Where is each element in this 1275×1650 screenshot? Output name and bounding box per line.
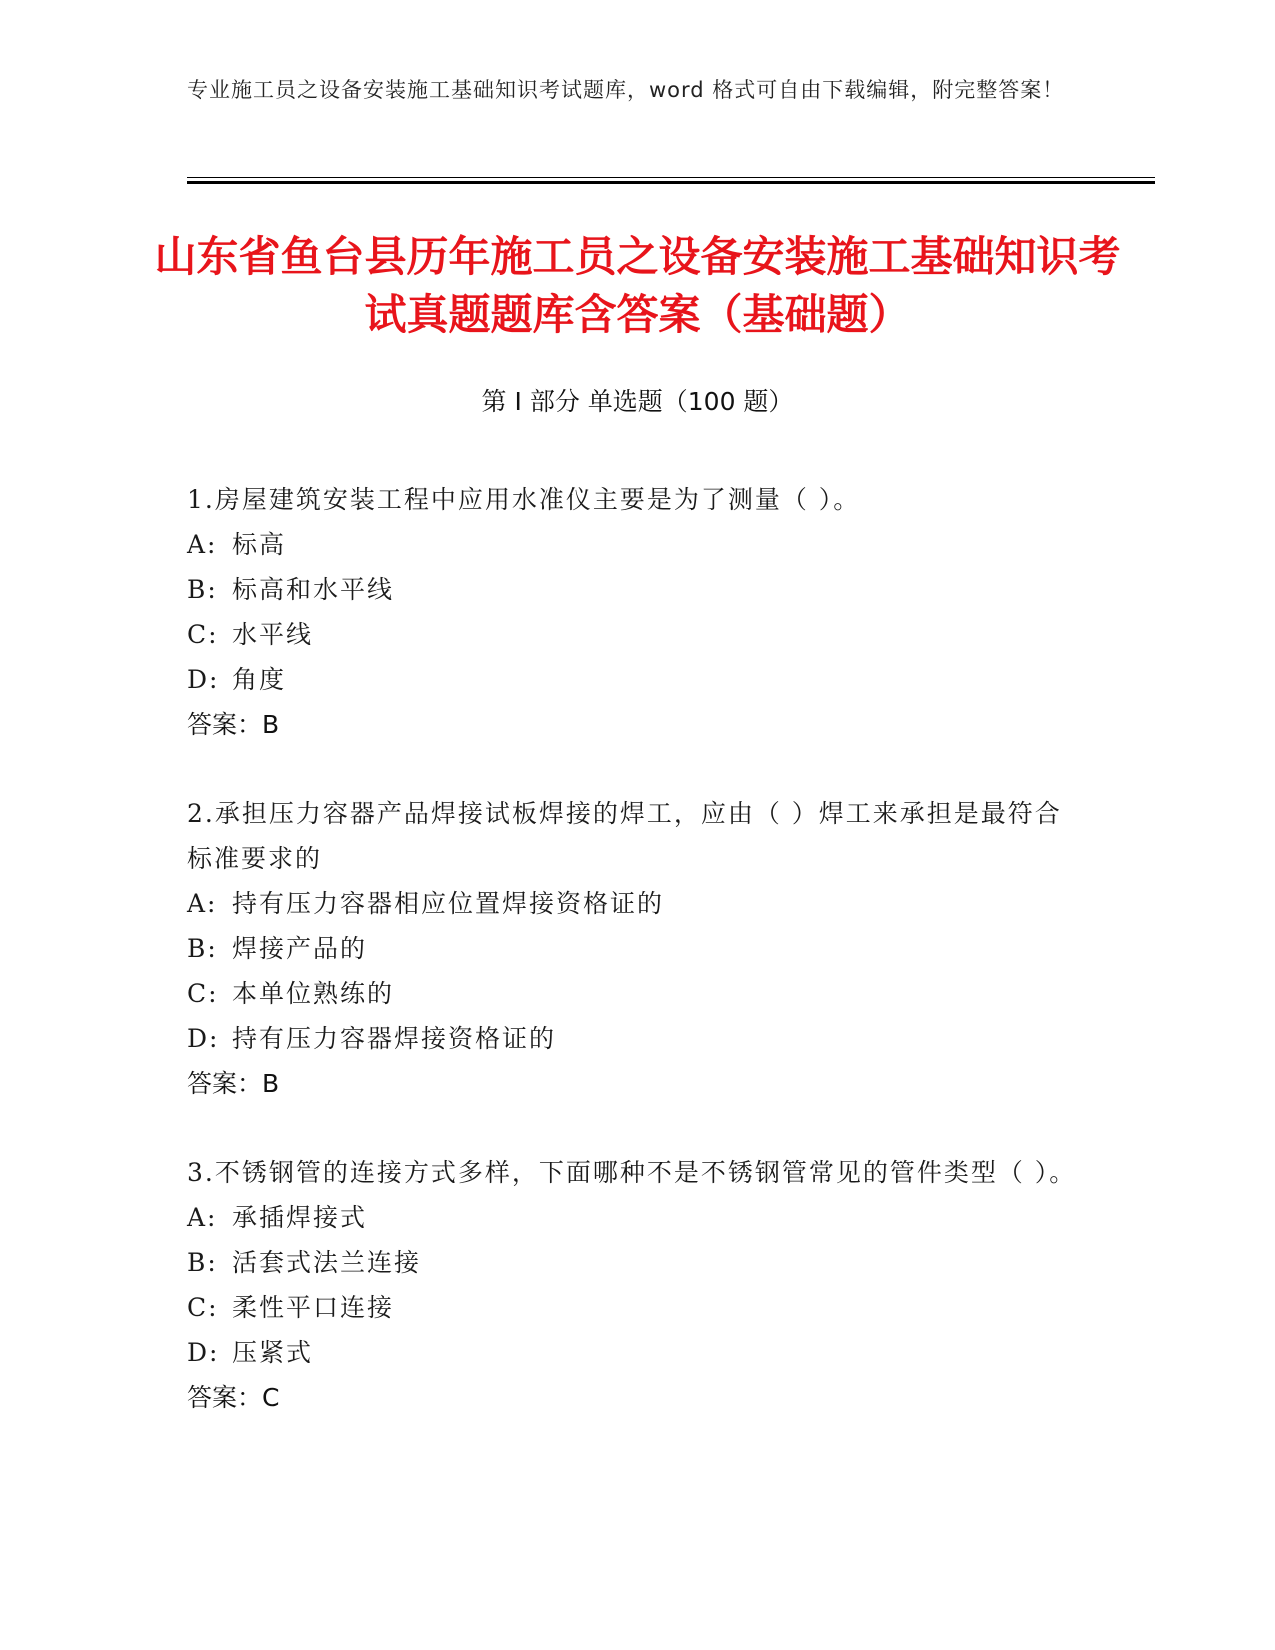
option-text: 焊接产品的 <box>232 934 368 963</box>
answer-value: B <box>262 710 280 739</box>
option-d <box>187 1016 1087 1061</box>
header-rule-thick <box>187 181 1155 184</box>
option-c <box>187 612 1087 657</box>
option-letter: D: <box>187 665 220 694</box>
option-text: 活套式法兰连接 <box>232 1248 422 1277</box>
option-letter: C: <box>187 1293 219 1322</box>
question-text: 3.不锈钢管的连接方式多样，下面哪种不是不锈钢管常见的管件类型（ ）。 <box>187 1158 1077 1187</box>
option-letter: B: <box>187 934 218 963</box>
option-letter: A: <box>187 889 218 918</box>
answer-label: 答案： <box>187 1383 263 1412</box>
option-text: 柔性平口连接 <box>232 1293 395 1322</box>
header-note: 专业施工员之设备安装施工基础知识考试题库，word 格式可自由下载编辑，附完整答案！ <box>187 78 1065 102</box>
option-text: 压紧式 <box>232 1338 314 1367</box>
answer-label: 答案： <box>187 1069 263 1098</box>
option-text: 水平线 <box>232 620 314 649</box>
option-text: 标高 <box>232 530 287 559</box>
option-c <box>187 971 1087 1016</box>
option-letter: B: <box>187 1248 218 1277</box>
header-rule-thin <box>187 177 1155 178</box>
answer-value: C <box>262 1383 280 1412</box>
document-title: 山东省鱼台县历年施工员之设备安装施工基础知识考试真题题库含答案（基础题） <box>154 232 1121 339</box>
question-text: 2.承担压力容器产品焊接试板焊接的焊工，应由（ ）焊工来承担是最符合标准要求的 <box>187 799 1062 873</box>
answer-line <box>187 702 1087 747</box>
question-3 <box>187 1150 1087 1420</box>
option-d <box>187 657 1087 702</box>
option-text: 持有压力容器相应位置焊接资格证的 <box>232 889 665 918</box>
option-text: 标高和水平线 <box>232 575 395 604</box>
option-text: 承插焊接式 <box>232 1203 368 1232</box>
option-d <box>187 1330 1087 1375</box>
option-b <box>187 1240 1087 1285</box>
option-a <box>187 522 1087 567</box>
option-letter: D: <box>187 1024 220 1053</box>
option-text: 本单位熟练的 <box>232 979 395 1008</box>
option-letter: A: <box>187 1203 218 1232</box>
answer-label: 答案： <box>187 710 263 739</box>
option-letter: B: <box>187 575 218 604</box>
question-text: 1.房屋建筑安装工程中应用水准仪主要是为了测量（ ）。 <box>187 485 861 514</box>
option-a <box>187 881 1087 926</box>
option-letter: D: <box>187 1338 220 1367</box>
option-c <box>187 1285 1087 1330</box>
option-text: 角度 <box>232 665 287 694</box>
question-list <box>187 477 1087 1464</box>
answer-value: B <box>262 1069 280 1098</box>
section-heading: 第 I 部分 单选题（100 题） <box>481 387 794 416</box>
option-letter: A: <box>187 530 218 559</box>
question-2 <box>187 791 1087 1106</box>
answer-line <box>187 1375 1087 1420</box>
option-letter: C: <box>187 979 219 1008</box>
option-b <box>187 926 1087 971</box>
question-1 <box>187 477 1087 747</box>
option-b <box>187 567 1087 612</box>
option-a <box>187 1195 1087 1240</box>
answer-line <box>187 1061 1087 1106</box>
option-text: 持有压力容器焊接资格证的 <box>232 1024 557 1053</box>
option-letter: C: <box>187 620 219 649</box>
